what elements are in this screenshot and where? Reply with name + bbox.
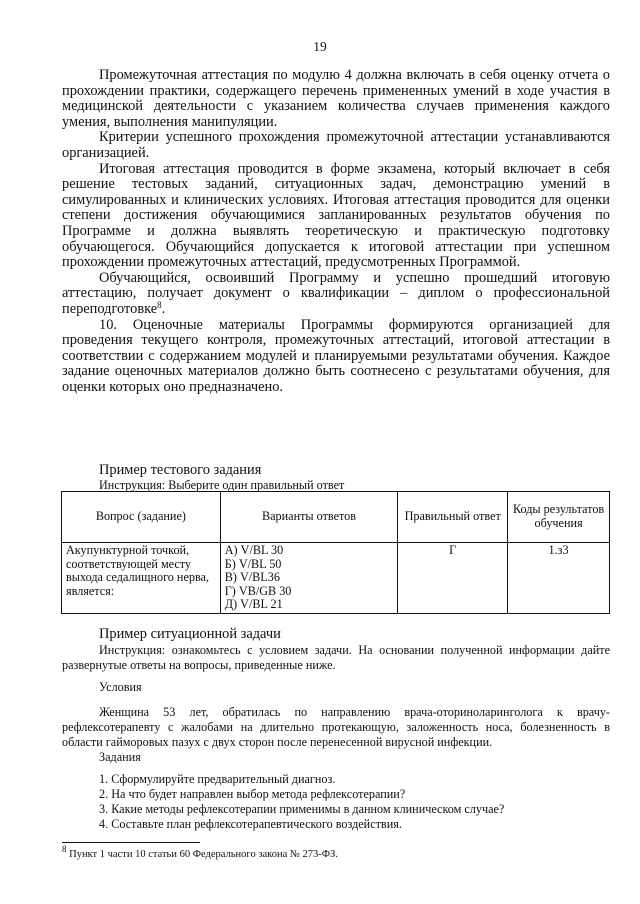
- body-text: [62, 68, 610, 395]
- conditions-block: [62, 705, 610, 750]
- tasks-list: [99, 772, 504, 832]
- correct-answer-cell: Г: [398, 543, 508, 614]
- paragraph-criteria: Критерии успешного прохождения промежуточной аттестации устанавливаются организацией.: [62, 129, 610, 161]
- case-instruction-block: [62, 643, 610, 673]
- options-cell: [220, 543, 398, 614]
- question-cell: Акупунктурной точкой, соответствующей месту выхода седалищного нерва, является:: [62, 543, 221, 614]
- header-answer-options: Варианты ответов: [220, 492, 398, 543]
- test-instruction: Инструкция: Выберите один правильный ответ: [99, 478, 345, 492]
- footnote-text: Пункт 1 части 10 статьи 60 Федерального закона № 273-ФЗ.: [66, 849, 338, 860]
- tasks-label: Задания: [99, 750, 141, 764]
- footnote-mark: 8: [62, 844, 67, 854]
- answer-option: Б) V/BL 50: [224, 556, 282, 571]
- conditions-label: Условия: [99, 680, 142, 694]
- paragraph-final-assessment: Итоговая аттестация проводится в форме экзамена, который включает в себя решение тестовых заданий, ситуационных задач, демонстрацию умений в симулированных и клинических условиях. Итоговая аттестация проводится для оценки степени достижения обучающимися запланированных результатов обучения по Программе и должна выявлять теоретическую и практическую подготовку обучающегося. Обучающийся допускается к итоговой аттестации при успешном прохождении промежуточных аттестаций, предусмотренных Программой.: [62, 160, 610, 271]
- table-row: [62, 543, 610, 614]
- table-header-row: [62, 492, 610, 543]
- conditions-text: Женщина 53 лет, обратилась по направлению врача-оториноларинголога к врачу-рефлексотерапевту с жалобами на длительно протекающую, заложенность носа, болезненность в области гайморовых пазух с двух сторон после перенесенной вирусной инфекции.: [62, 705, 610, 749]
- footnote: [62, 844, 338, 860]
- case-example-heading: Пример ситуационной задачи: [99, 626, 281, 642]
- task-item: 2. На что будет направлен выбор метода рефлексотерапии?: [99, 787, 406, 801]
- answer-option: Д) V/BL 21: [224, 597, 283, 612]
- header-correct-answer: Правильный ответ: [398, 492, 508, 543]
- test-example-heading: Пример тестового задания: [99, 462, 262, 478]
- header-question: Вопрос (задание): [62, 492, 221, 543]
- task-item: 1. Сформулируйте предварительный диагноз.: [99, 772, 336, 786]
- footnote-divider: [62, 842, 200, 843]
- paragraph-evaluation-materials: 10. Оценочные материалы Программы формируются организацией для проведения текущего контроля, промежуточных аттестаций, итоговой аттестации в соответствии с содержанием модулей и планируемыми результатами обучения. Каждое задание оценочных материалов должно быть соотнесено с результатами обучения, для оценки которых оно предназначено.: [62, 316, 610, 395]
- paragraph-intermediate-assessment: Промежуточная аттестация по модулю 4 должна включать в себя оценку отчета о прохождении практики, содержащего перечень примененных умений в ходе участия в медицинской деятельности с указанием количества случаев применения каждого умения, выполнения манипуляции.: [62, 67, 610, 130]
- result-code-cell: 1.з3: [508, 543, 610, 614]
- paragraph-diploma: [62, 271, 610, 318]
- footnote-reference: 8: [157, 299, 162, 310]
- diploma-text-end: .: [161, 300, 166, 317]
- task-item: 4. Составьте план рефлексотерапевтического воздействия.: [99, 817, 402, 831]
- answer-option: А) V/BL 30: [224, 543, 284, 557]
- task-item: 3. Какие методы рефлексотерапии применимы в данном клиническом случае?: [99, 802, 505, 816]
- answer-option: В) V/BL36: [224, 570, 280, 585]
- answer-option: Г) VB/GB 30: [224, 583, 292, 598]
- test-task-table: [61, 491, 610, 614]
- diploma-text: Обучающийся, освоивший Программу и успешно прошедший итоговую аттестацию, получает документ о квалификации – диплом о профессиональной переподготовке: [62, 269, 610, 317]
- header-result-codes: Коды результатов обучения: [508, 492, 610, 543]
- case-instruction: Инструкция: ознакомьтесь с условием задачи. На основании полученной информации дайте развернутые ответы на вопросы, приведенные ниже.: [62, 643, 610, 672]
- page-number: 19: [313, 39, 327, 54]
